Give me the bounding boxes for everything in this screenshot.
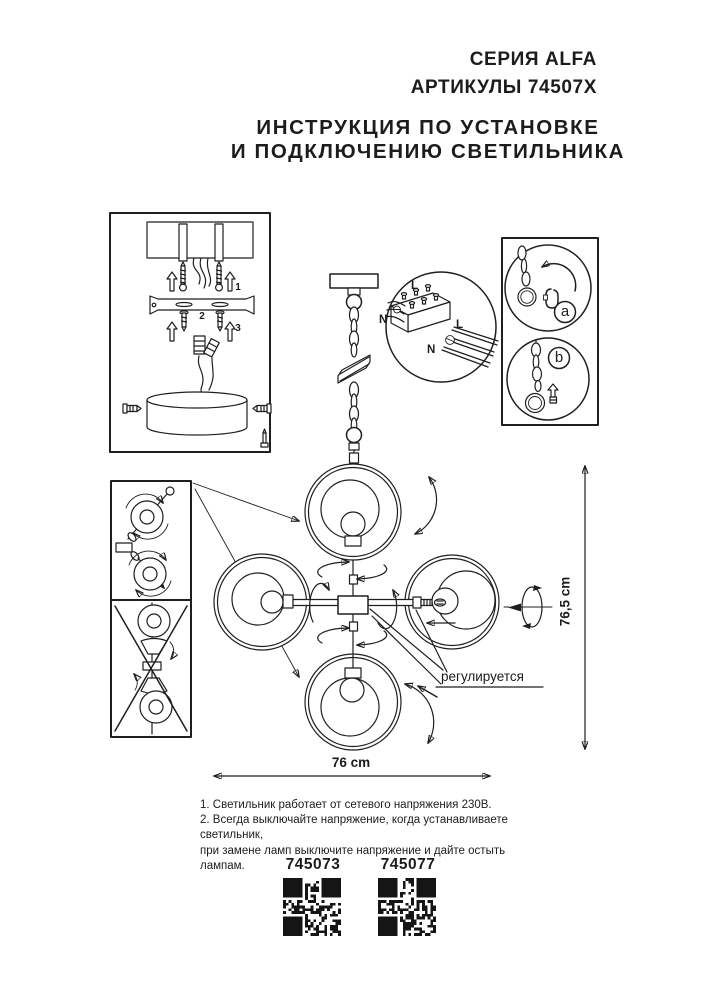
rotation-forbidden-box: [111, 600, 191, 737]
safety-notes: [200, 798, 540, 874]
product-code-2: 745077: [380, 856, 436, 873]
neutral-label-wire: N: [427, 344, 436, 356]
chandelier-diagram: [193, 464, 585, 776]
title-line-2: И ПОДКЛЮЧЕНИЮ СВЕТИЛЬНИКА: [230, 140, 626, 163]
note-line-3: при замене ламп выключите напряжение и дайте остыть лампам.: [200, 844, 506, 872]
wiring-detail: [386, 272, 498, 382]
line-label-wire: L: [456, 319, 464, 331]
chain-links-icon: [350, 307, 359, 357]
variant-b-label: b: [554, 349, 564, 366]
note-line-2: 2. Всегда выключайте напряжение, когда устанавливаете светильник,: [200, 814, 508, 842]
height-dimension-label: 76,5 cm: [557, 576, 573, 627]
step-1-badge: 1: [235, 282, 241, 293]
product-code-1: 745073: [285, 856, 341, 873]
line-label-block: L: [411, 280, 419, 292]
articles-title: АРТИКУЛЫ 74507X: [410, 77, 597, 98]
step-3-badge: 3: [235, 323, 241, 334]
length-break-icon: [338, 355, 370, 383]
chain-links-icon: [350, 382, 359, 432]
axis-rotation-icon: [504, 585, 552, 629]
neutral-label-block: N: [379, 314, 388, 326]
step-2-badge: 2: [199, 311, 205, 322]
variant-a-detail: [505, 245, 591, 331]
central-hub: [338, 596, 368, 614]
mounting-diagram: [110, 213, 271, 452]
variant-b-detail: [507, 338, 589, 420]
document-header: [290, 46, 597, 102]
top-shade: [305, 464, 401, 560]
series-title: СЕРИЯ ALFA: [469, 49, 597, 70]
hanging-variants: [502, 238, 598, 425]
variant-a-label: a: [560, 303, 570, 320]
rotation-allowed-box: [111, 481, 191, 600]
chain-suspension: [330, 274, 378, 466]
page-title: [225, 116, 631, 164]
title-line-1: ИНСТРУКЦИЯ ПО УСТАНОВКЕ: [256, 116, 600, 139]
qr-code-1: [283, 878, 341, 936]
note-line-1: 1. Светильник работает от сетевого напряжения 230В.: [200, 799, 492, 811]
width-dimension-label: 76 cm: [331, 755, 371, 770]
qr-code-2: [378, 878, 436, 936]
adjustable-callout: регулируется: [441, 669, 524, 684]
